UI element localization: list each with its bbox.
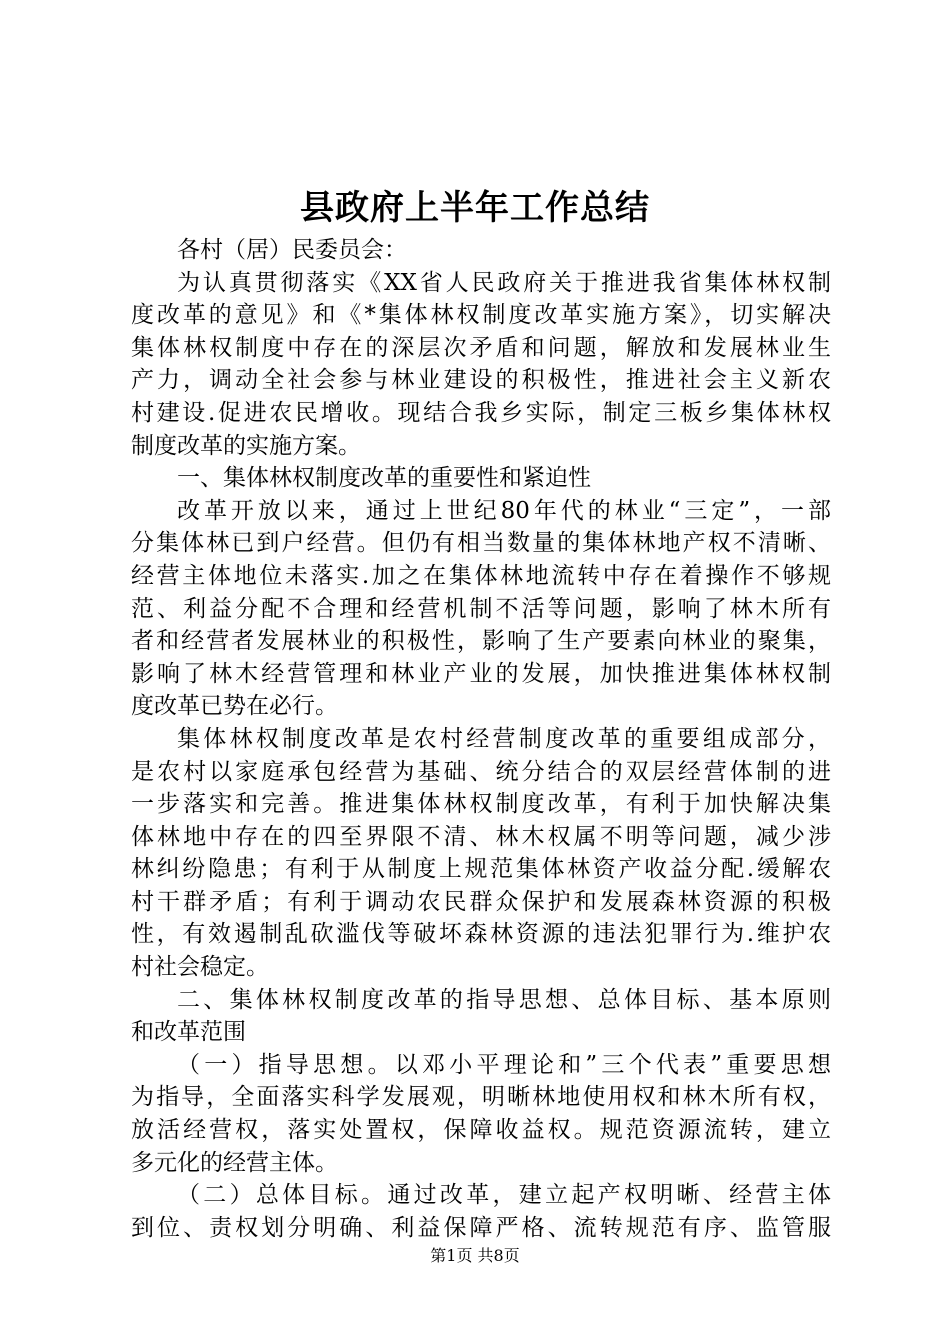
salutation-line: 各村（居）民委员会： [177, 237, 407, 263]
paragraph-line: 集体林权制度中存在的深层次矛盾和问题，解放和发展林业生 [131, 334, 831, 361]
paragraph-line: 产力，调动全社会参与林业建设的积极性，推进社会主义新农 [131, 367, 831, 394]
paragraph-line: 性，有效遏制乱砍滥伐等破坏森林资源的违法犯罪行为.维护农 [131, 921, 831, 948]
paragraph-line: （二）总体目标。通过改革，建立起产权明晰、经营主体 [177, 1182, 831, 1209]
paragraph-line: （一）指导思想。以邓小平理论和”三个代表”重要思想 [177, 1051, 831, 1078]
paragraph-line: 为指导，全面落实科学发展观，明晰林地使用权和林木所有权， [131, 1084, 831, 1111]
page-number-footer: 第1页 共8页 [430, 1246, 520, 1265]
paragraph-line: 体林地中存在的四至界限不清、林木权属不明等问题，减少涉 [131, 823, 831, 850]
paragraph-line: 度改革已势在必行。 [131, 693, 338, 720]
paragraph-line: 为认真贯彻落实《XX省人民政府关于推进我省集体林权制 [177, 269, 831, 296]
paragraph-line: 放活经营权，落实处置权，保障收益权。规范资源流转，建立 [131, 1117, 831, 1144]
paragraph-line: 一步落实和完善。推进集体林权制度改革，有利于加快解决集 [131, 791, 831, 818]
paragraph-line: 村社会稳定。 [131, 954, 269, 981]
paragraph-line: 影响了林木经营管理和林业产业的发展，加快推进集体林权制 [131, 660, 831, 687]
paragraph-line: 村建设.促进农民增收。现结合我乡实际，制定三板乡集体林权 [131, 399, 831, 426]
paragraph-line: 者和经营者发展林业的积极性，影响了生产要素向林业的聚集， [131, 628, 831, 655]
document-title: 县政府上半年工作总结 [300, 188, 650, 228]
paragraph-line: 集体林权制度改革是农村经营制度改革的重要组成部分， [177, 725, 831, 752]
paragraph-line: 经营主体地位未落实.加之在集体林地流转中存在着操作不够规 [131, 562, 831, 589]
paragraph-line: 林纠纷隐患；有利于从制度上规范集体林资产收益分配.缓解农 [131, 856, 831, 883]
paragraph-line: 多元化的经营主体。 [131, 1149, 338, 1176]
paragraph-line: 度改革的意见》和《*集体林权制度改革实施方案》，切实解决 [131, 302, 831, 329]
section-heading: 一、集体林权制度改革的重要性和紧迫性 [177, 465, 591, 492]
section-heading: 和改革范围 [131, 1019, 246, 1046]
document-body [131, 234, 831, 1244]
paragraph-line: 到位、责权划分明确、利益保障严格、流转规范有序、监管服 [131, 1214, 831, 1241]
paragraph-line: 范、利益分配不合理和经营机制不活等问题，影响了林木所有 [131, 595, 831, 622]
paragraph-line: 制度改革的实施方案。 [131, 432, 361, 459]
paragraph-line: 改革开放以来，通过上世纪80年代的林业“三定”，一部 [177, 497, 831, 524]
paragraph-line: 分集体林已到户经营。但仍有相当数量的集体林地产权不清晰、 [131, 530, 831, 557]
paragraph-line: 是农村以家庭承包经营为基础、统分结合的双层经营体制的进 [131, 758, 831, 785]
section-heading: 二、集体林权制度改革的指导思想、总体目标、基本原则 [177, 986, 831, 1013]
paragraph-line: 村干群矛盾；有利于调动农民群众保护和发展森林资源的积极 [131, 888, 831, 915]
